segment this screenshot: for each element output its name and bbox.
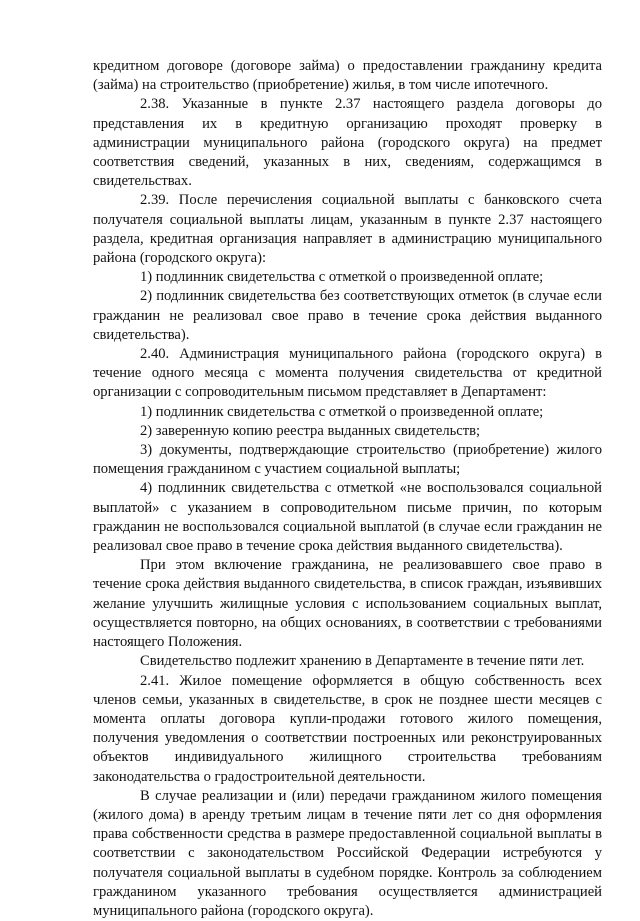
document-body bbox=[93, 57, 602, 921]
paragraph-resale-control: В случае реализации и (или) передачи гражданином жилого помещения (жилого дома) в аренду третьим лицам в течение пяти лет со дня оформления права собственности средства в размере предоставленной социальной выплаты в соответствии с законодательством Российской Федерации истребуются у получателя социальной выплаты в судебном порядке. Контроль за соблюдением гражданином указанного требования осуществляется администрацией муниципального района (городского округа). bbox=[93, 787, 602, 919]
paragraph-2-39: 2.39. После перечисления социальной выплаты с банковского счета получателя социальной выплаты лицам, указанным в пункте 2.37 настоящего раздела, кредитная организация направляет в администрацию муниципального района (городского округа): bbox=[93, 192, 602, 267]
list-item-2-40-3: 3) документы, подтверждающие строительство (приобретение) жилого помещения гражданином с участием социальной выплаты; bbox=[93, 442, 602, 478]
list-item-2-40-2: 2) заверенную копию реестра выданных свидетельств; bbox=[140, 422, 481, 439]
paragraph-loan-agreement-end: кредитном договоре (договоре займа) о предоставлении гражданину кредита (займа) на строительство (приобретение) жилья, в том числе ипотечного. bbox=[93, 58, 602, 94]
paragraph-reinclusion: При этом включение гражданина, не реализовавшего свое право в течение срока действия выданного свидетельства, в список граждан, изъявивших желание улучшить жилищные условия с использованием социальных выплат, осуществляется повторно, на общих основаниях, в соответствии с требованиями настоящего Положения. bbox=[93, 557, 602, 651]
paragraph-storage: Свидетельство подлежит хранению в Департаменте в течение пяти лет. bbox=[140, 653, 585, 670]
paragraph-2-40: 2.40. Администрация муниципального района (городского округа) в течение одного месяца с момента получения свидетельства от кредитной организации с сопроводительным письмом представляет в Департамент: bbox=[93, 346, 602, 401]
paragraph-2-38: 2.38. Указанные в пункте 2.37 настоящего раздела договоры до представления их в кредитную организацию проходят проверку в администрации муниципального района (городского округа) на предмет соответствия сведений, указанных в них, сведениям, содержащимся в свидетельствах. bbox=[93, 96, 602, 190]
list-item-2-40-1: 1) подлинник свидетельства с отметкой о произведенной оплате; bbox=[140, 403, 544, 420]
list-item-2-40-4: 4) подлинник свидетельства с отметкой «не воспользовался социальной выплатой» с указанием в сопроводительном письме причин, по которым гражданин не воспользовался социальной выплатой (в случае если гражданин не реализовал свое право в течение срока действия выданного свидетельства). bbox=[93, 480, 602, 555]
list-item-2-39-2: 2) подлинник свидетельства без соответствующих отметок (в случае если гражданин не реализовал свое право в течение срока действия выданного свидетельства). bbox=[93, 288, 602, 343]
list-item-2-39-1: 1) подлинник свидетельства с отметкой о произведенной оплате; bbox=[140, 269, 544, 286]
paragraph-2-41: 2.41. Жилое помещение оформляется в общую собственность всех членов семьи, указанных в свидетельстве, в срок не позднее шести месяцев с момента оплаты договора купли-продажи готового жилого помещения, получения уведомления о соответствии построенных или реконструированных объектов индивидуального жилищного строительства требованиям законодательства о градостроительной деятельности. bbox=[93, 672, 602, 785]
